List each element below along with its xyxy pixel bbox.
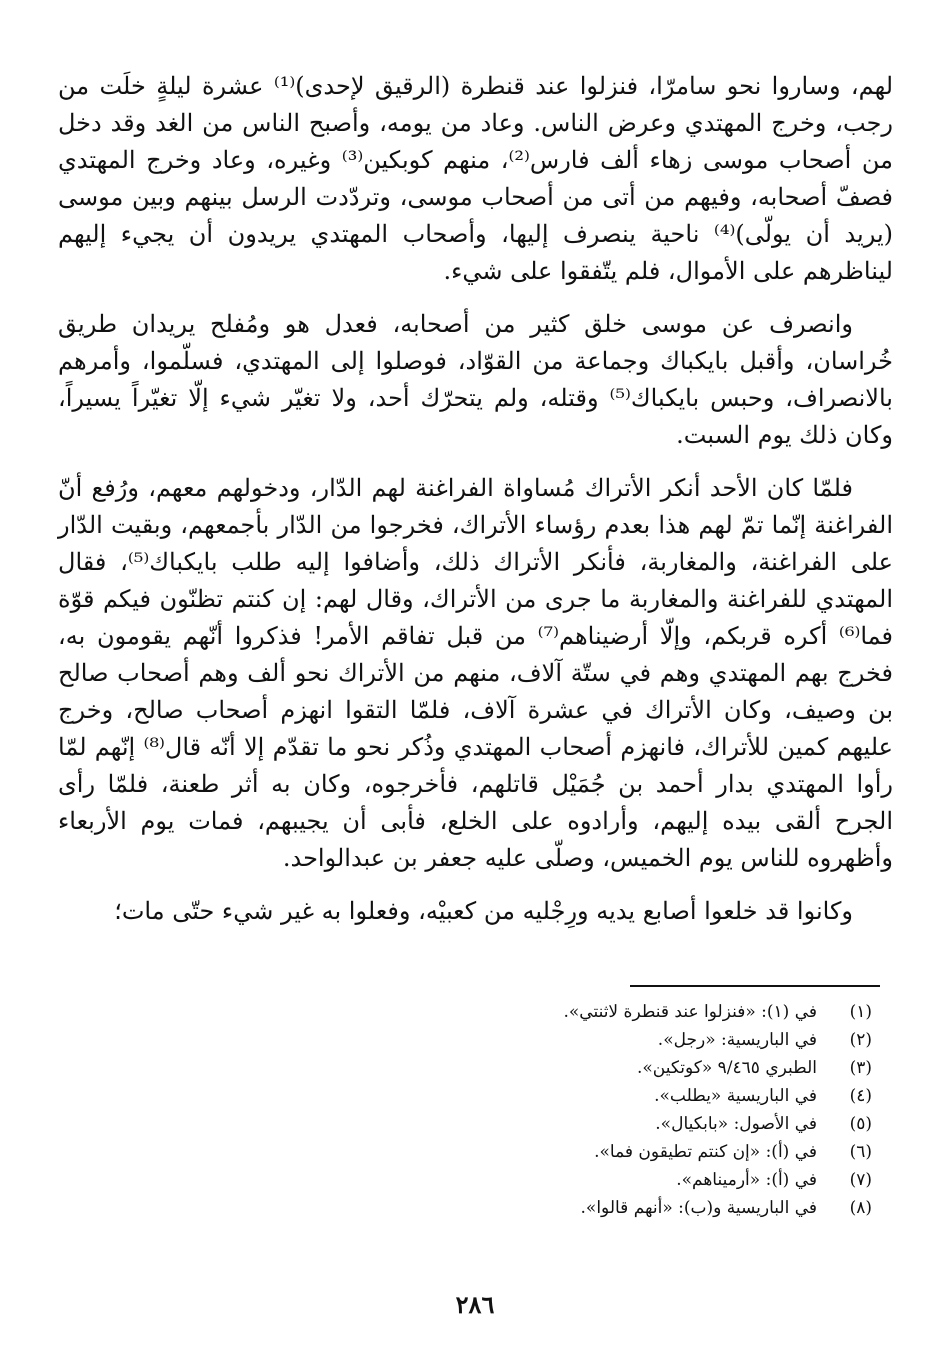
footnote-number: (١)	[849, 1002, 872, 1022]
main-text	[58, 68, 893, 946]
footnote-text: في (١): «فنزلوا عند قنطرة لاثنتي».	[563, 1002, 817, 1022]
footnote-number: (٤)	[849, 1086, 872, 1106]
footnotes-list	[112, 998, 872, 1222]
footnote-item	[112, 1194, 872, 1222]
footnote-item	[112, 1054, 872, 1082]
footnote-text: الطبري ٩/٤٦٥ «كوتكين».	[636, 1058, 817, 1078]
footnote-text: في الباريسية: «رجل».	[657, 1030, 817, 1050]
footnote-item	[112, 1138, 872, 1166]
footnote-text: في (أ): «إن كنتم تطيقون فما».	[594, 1142, 817, 1162]
footnote-number: (٢)	[849, 1030, 872, 1050]
footnote-item	[112, 1110, 872, 1138]
footnote-item	[112, 1082, 872, 1110]
footnote-number: (٦)	[849, 1142, 872, 1162]
footnote-text: في (أ): «أرميناهم».	[676, 1170, 817, 1190]
footnote-text: في الباريسية «يطلب».	[654, 1086, 817, 1106]
footnote-number: (٧)	[849, 1170, 872, 1190]
footnote-item	[112, 1166, 872, 1194]
footnote-number: (٨)	[849, 1198, 872, 1218]
footnote-number: (٣)	[849, 1058, 872, 1078]
footnote-text: في الأصول: «بابكيال».	[655, 1114, 817, 1134]
footnote-number: (٥)	[849, 1114, 872, 1134]
footnote-text: في الباريسية و(ب): «أنهم قالوا».	[580, 1198, 817, 1218]
paragraph-3: فلمّا كان الأحد أنكر الأتراك مُساواة الفراغنة لهم الدّار، ودخولهم معهم، ورُفع أنّ الفراغنة إنّما تمّ لهم هذا بعدم رؤساء الأتراك، فخرجوا من الدّار بأجمعهم، وبقيت الدّار على الفراغنة، والمغاربة، فأنكر الأتراك ذلك، وأضافوا إليه طلب بايكباك⁽⁵⁾، فقال المهتدي للفراغنة والمغاربة ما جرى من الأتراك، وقال لهم: إن كنتم تظنّون فيكم قوّة فما⁽⁶⁾ أكره قربكم، وإلّا أرضيناهم⁽⁷⁾ من قبل تفاقم الأمر! فذكروا أنّهم يقومون به، فخرج بهم المهتدي وهم في ستّة آلاف، منهم من الأتراك نحو ألف وهم أصحاب صالح بن وصيف، وكان الأتراك في عشرة آلاف، فلمّا التقوا انهزم أصحاب صالح، وخرج عليهم كمين للأتراك، فانهزم أصحاب المهتدي وذُكر نحو ما تقدّم إلا أنّه قال⁽⁸⁾ إنّهم لمّا رأوا المهتدي بدار أحمد بن جُمَيْل قاتلهم، فأخرجوه، وكان به أثر طعنة، فلمّا رأى الجرح ألقى بيده إليهم، وأرادوه على الخلع، فأبى أن يجيبهم، فمات يوم الأربعاء وأظهروه للناس يوم الخميس، وصلّى عليه جعفر بن عبدالواحد.	[58, 474, 894, 872]
footnote-item	[112, 1026, 872, 1054]
paragraph-1: لهم، وساروا نحو سامرّا، فنزلوا عند قنطرة (الرقيق لإحدى)⁽¹⁾ عشرة ليلةٍ خلَت من رجب، وخرج المهتدي وعرض الناس. وعاد من يومه، وأصبح الناس من الغد وقد دخل من أصحاب موسى زهاء ألف فارس⁽²⁾، منهم كوبكين⁽³⁾ وغيره، وعاد وخرج المهتدي فصفّ أصحابه، وفيهم من أتى من أصحاب موسى، وتردّدت الرسل بينهم وبين موسى (يريد أن يولّى)⁽⁴⁾ ناحية ينصرف إليها، وأصحاب المهتدي يريدون أن يجيء إليهم ليناظرهم على الأموال، فلم يتّفقوا على شيء.	[58, 72, 894, 285]
footnote-item	[112, 998, 872, 1026]
paragraph-2: وانصرف عن موسى خلق كثير من أصحابه، فعدل هو ومُفلح يريدان طريق خُراسان، وأقبل بايكباك وجماعة من القوّاد، فوصلوا إلى المهتدي، فسلّموا، وأمرهم بالانصراف، وحبس بايكباك⁽⁵⁾ وقتله، ولم يتحرّك أحد، ولا تغيّر شيء إلّا تغيّراً يسيراً، وكان ذلك يوم السبت.	[58, 310, 893, 449]
footnote-separator	[630, 985, 880, 987]
paragraph-4: وكانوا قد خلعوا أصابع يديه ورِجْليه من كعبيْه، وفعلوا به غير شيء حتّى مات؛	[114, 897, 853, 925]
page-number: ٢٨٦	[455, 1290, 495, 1319]
